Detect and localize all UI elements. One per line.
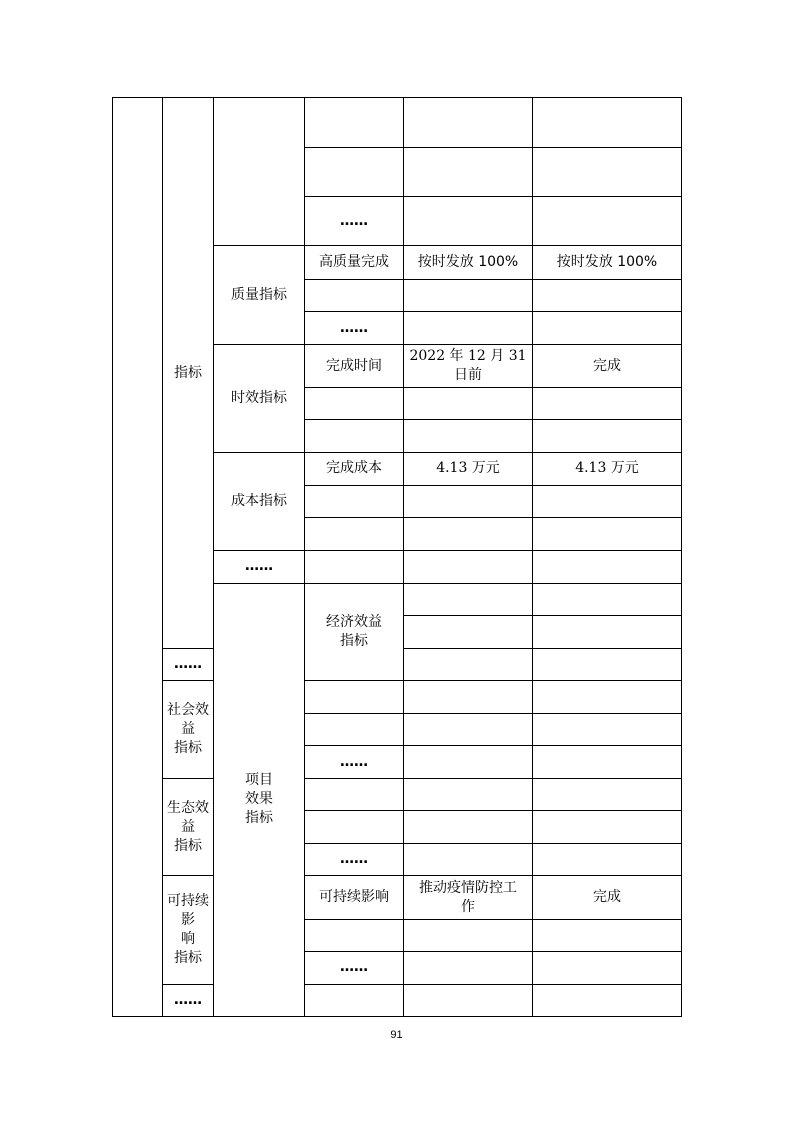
cell [404,649,533,681]
ellipsis-cell: …… [305,844,404,876]
cell [533,779,682,811]
quality-target: 按时发放 100% [404,246,533,280]
cell [533,148,682,197]
cell [305,148,404,197]
cost-actual: 4.13 万元 [533,452,682,485]
cell [305,779,404,811]
cell [404,419,533,452]
timeliness-indicator-label: 时效指标 [214,345,305,452]
cell [404,746,533,779]
cell [533,615,682,648]
level1-cell [113,98,163,1017]
performance-indicator-table [112,97,682,1017]
cell [404,280,533,312]
cell [533,197,682,246]
social-indicator-label: 社会效益 指标 [163,681,214,779]
cell [305,387,404,419]
quality-actual: 按时发放 100% [533,246,682,280]
cell [404,583,533,615]
cell [305,485,404,517]
cell [533,550,682,583]
cell [404,98,533,148]
cell [404,615,533,648]
cost-metric: 完成成本 [305,452,404,485]
cell [533,517,682,550]
sustainable-actual: 完成 [533,876,682,919]
cell [404,951,533,984]
quantity-indicator-cell [214,98,305,246]
cell [305,98,404,148]
sustainable-indicator-label: 可持续影 响 指标 [163,876,214,984]
cell [533,583,682,615]
cell [533,984,682,1016]
cell [404,312,533,345]
ellipsis-cell: …… [305,951,404,984]
cell [404,811,533,844]
cell [533,419,682,452]
cell [404,984,533,1016]
cell [305,550,404,583]
cell [404,197,533,246]
cell [533,649,682,681]
cell [533,485,682,517]
cost-indicator-label: 成本指标 [214,452,305,550]
cell [305,811,404,844]
cell [404,550,533,583]
sustainable-target: 推动疫情防控工 作 [404,876,533,919]
cell [404,714,533,746]
ellipsis-cell: …… [214,550,305,583]
ellipsis-cell: …… [163,984,214,1016]
cell [404,919,533,951]
cell [533,681,682,714]
cost-target: 4.13 万元 [404,452,533,485]
cell [533,387,682,419]
cell [404,844,533,876]
cell [533,280,682,312]
ellipsis-cell: …… [305,746,404,779]
cell [533,919,682,951]
cell [533,312,682,345]
cell [533,714,682,746]
ellipsis-cell: …… [305,197,404,246]
cell [404,779,533,811]
economic-indicator-label: 经济效益 指标 [305,583,404,680]
cell [404,387,533,419]
ecological-indicator-label: 生态效益 指标 [163,779,214,876]
cell [305,419,404,452]
cell [533,811,682,844]
cell [305,714,404,746]
cell [404,517,533,550]
cell [305,681,404,714]
cell [404,681,533,714]
timeliness-target: 2022 年 12 月 31 日前 [404,345,533,387]
cell [533,844,682,876]
sustainable-metric: 可持续影响 [305,876,404,919]
cell [533,746,682,779]
cell [533,951,682,984]
output-indicator-label: 指标 [163,98,214,649]
page-number: 91 [390,1029,403,1041]
cell [533,98,682,148]
cell [404,148,533,197]
ellipsis-cell: …… [305,312,404,345]
timeliness-actual: 完成 [533,345,682,387]
effect-indicator-label: 项目 效果 指标 [214,583,305,1016]
cell [305,984,404,1016]
cell [404,485,533,517]
cell [305,517,404,550]
quality-indicator-label: 质量指标 [214,246,305,345]
timeliness-metric: 完成时间 [305,345,404,387]
cell [305,280,404,312]
cell [305,919,404,951]
quality-metric: 高质量完成 [305,246,404,280]
ellipsis-cell: …… [163,649,214,681]
